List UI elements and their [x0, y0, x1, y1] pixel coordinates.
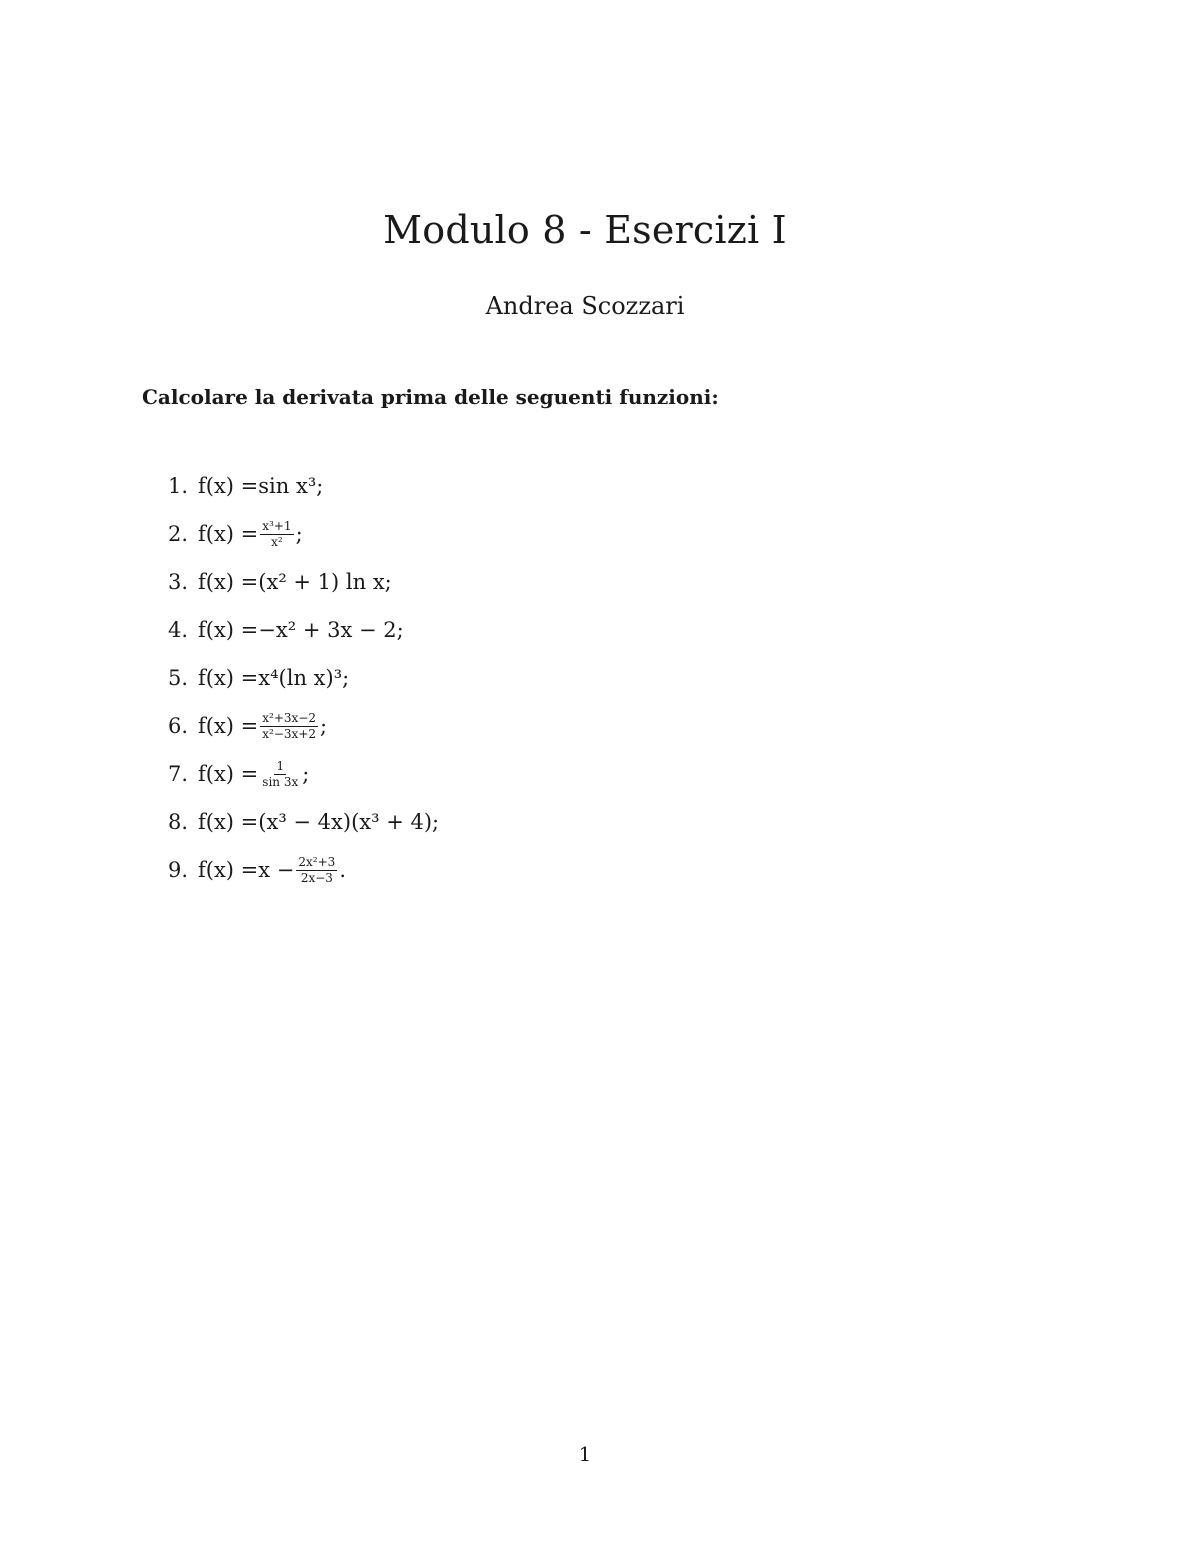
formula-lhs: f(x) = — [198, 618, 259, 642]
exercise-number: 9. — [168, 858, 189, 882]
formula-lhs: f(x) = — [198, 810, 259, 834]
exercise-item — [168, 606, 439, 654]
fraction-denominator: x²−3x+2 — [262, 726, 317, 741]
exercise-number: 1. — [168, 474, 189, 498]
formula-lhs: f(x) = — [198, 858, 259, 882]
formula-fraction — [260, 520, 293, 549]
fraction-denominator: 2x−3 — [300, 870, 333, 885]
document-author: Andrea Scozzari — [485, 292, 685, 320]
exercise-formula — [198, 856, 346, 885]
exercise-formula — [198, 618, 404, 642]
formula-rhs: sin x³; — [258, 474, 324, 498]
exercise-formula — [198, 712, 327, 741]
exercise-item — [168, 462, 439, 510]
exercise-item — [168, 750, 439, 798]
exercise-item — [168, 558, 439, 606]
formula-suffix: ; — [295, 522, 303, 546]
formula-lhs: f(x) = — [198, 666, 259, 690]
formula-fraction — [296, 856, 337, 885]
exercise-number: 3. — [168, 570, 189, 594]
exercise-list — [168, 462, 439, 894]
formula-rhs: −x² + 3x − 2; — [258, 618, 404, 642]
formula-rhs: (x³ − 4x)(x³ + 4); — [258, 810, 440, 834]
exercise-number: 5. — [168, 666, 189, 690]
exercise-item — [168, 798, 439, 846]
exercise-instruction: Calcolare la derivata prima delle seguenti funzioni: — [142, 385, 719, 409]
exercise-item — [168, 702, 439, 750]
formula-rhs: x⁴(ln x)³; — [258, 666, 350, 690]
formula-fraction — [260, 760, 300, 789]
exercise-formula — [198, 520, 303, 549]
formula-lhs: f(x) = — [198, 714, 259, 738]
exercise-number: 4. — [168, 618, 189, 642]
exercise-formula — [198, 760, 309, 789]
fraction-denominator: x² — [271, 534, 283, 549]
formula-rhs: (x² + 1) ln x; — [258, 570, 392, 594]
exercise-item — [168, 846, 439, 894]
formula-suffix: . — [339, 858, 346, 882]
exercise-item — [168, 510, 439, 558]
fraction-numerator: x²+3x−2 — [262, 710, 317, 725]
formula-fraction — [260, 712, 318, 741]
exercise-number: 8. — [168, 810, 189, 834]
exercise-formula — [198, 570, 392, 594]
fraction-denominator: sin 3x — [262, 774, 299, 789]
exercise-formula — [198, 810, 439, 834]
exercise-number: 2. — [168, 522, 189, 546]
exercise-formula — [198, 666, 349, 690]
formula-prefix: x − — [258, 858, 295, 882]
formula-lhs: f(x) = — [198, 474, 259, 498]
fraction-numerator: 1 — [276, 758, 285, 773]
exercise-number: 7. — [168, 762, 189, 786]
fraction-numerator: x³+1 — [262, 518, 292, 533]
exercise-number: 6. — [168, 714, 189, 738]
formula-lhs: f(x) = — [198, 522, 259, 546]
fraction-numerator: 2x²+3 — [298, 854, 336, 869]
formula-lhs: f(x) = — [198, 570, 259, 594]
formula-suffix: ; — [302, 762, 310, 786]
exercise-item — [168, 654, 439, 702]
page-number: 1 — [578, 1442, 592, 1466]
exercise-formula — [198, 474, 323, 498]
formula-lhs: f(x) = — [198, 762, 259, 786]
formula-suffix: ; — [320, 714, 328, 738]
document-title: Modulo 8 - Esercizi I — [383, 208, 787, 252]
